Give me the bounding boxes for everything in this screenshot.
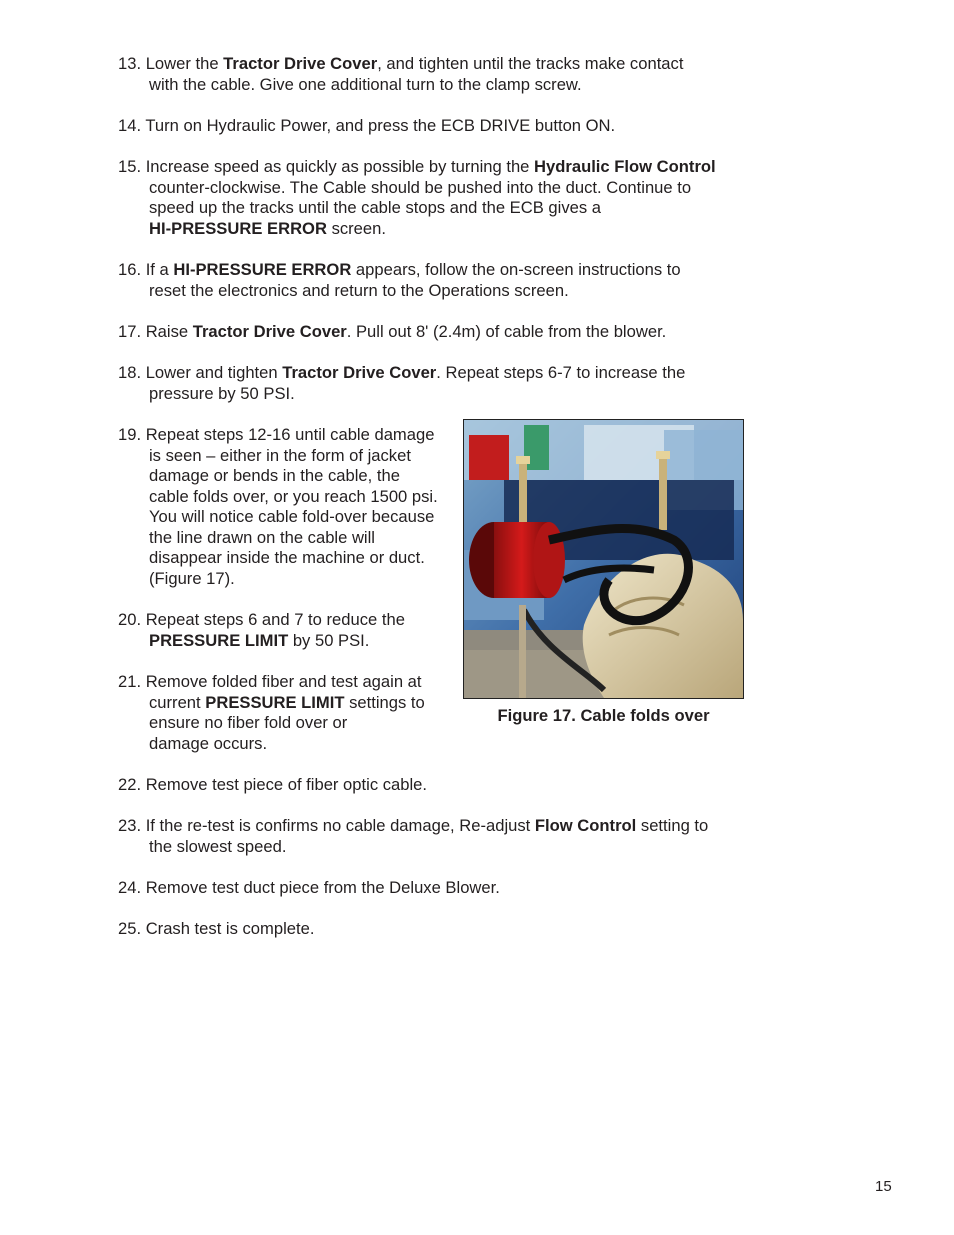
step-text-bold: Tractor Drive Cover [223, 54, 378, 73]
step-text-bold: Tractor Drive Cover [192, 322, 347, 341]
step-text: Repeat steps 12-16 until cable damage [145, 425, 435, 444]
step-continuation-line [118, 548, 458, 569]
step-number: 23. [118, 816, 146, 835]
step-number: 13. [118, 54, 146, 73]
step-number: 24. [118, 878, 146, 897]
step-text: . Pull out 8' (2.4m) of cable from the blower. [346, 322, 667, 341]
step-text: Crash test is complete. [145, 919, 315, 938]
step-number: 14. [118, 116, 146, 135]
step-text: , and tighten until the tracks make contact [377, 54, 684, 73]
step-23 [118, 816, 758, 857]
step-text: Remove test piece of fiber optic cable. [145, 775, 428, 794]
step-text: pressure by 50 PSI. [149, 383, 295, 403]
step-text: Raise [145, 322, 193, 341]
step-text: disappear inside the machine or duct. [149, 548, 425, 567]
page-number: 15 [875, 1178, 892, 1195]
step-text-bold: Tractor Drive Cover [282, 363, 437, 382]
step-text-bold: Flow Control [534, 816, 637, 835]
step-20 [118, 610, 458, 651]
step-text: current [149, 692, 206, 712]
step-text: reset the electronics and return to the Operations screen. [149, 280, 569, 300]
step-continuation-line [118, 446, 458, 467]
step-continuation-line [118, 569, 458, 590]
step-continuation-line [118, 466, 458, 487]
step-16 [118, 260, 758, 301]
step-15 [118, 157, 758, 239]
step-number: 18. [118, 363, 146, 382]
step-text: the line drawn on the cable will [149, 527, 375, 547]
step-number: 15. [118, 157, 146, 176]
step-text: counter-clockwise. The Cable should be pushed into the duct. Continue to [149, 177, 692, 197]
step-text: damage occurs. [149, 733, 268, 753]
step-text: cable folds over, or you reach 1500 psi. [149, 486, 438, 506]
cable-fold-photo [464, 420, 743, 698]
step-text: with the cable. Give one additional turn to the clamp screw. [149, 74, 582, 94]
step-24 [118, 878, 758, 899]
step-text: Repeat steps 6 and 7 to reduce the [145, 610, 405, 629]
step-21 [118, 672, 458, 754]
step-text-bold: Hydraulic Flow Control [534, 157, 716, 176]
step-number: 22. [118, 775, 146, 794]
step-text: is seen – either in the form of jacket [149, 445, 411, 465]
step-text: If a [145, 260, 174, 279]
step-continuation-line [118, 178, 758, 199]
step-number: 21. [118, 672, 146, 691]
step-continuation-line [118, 693, 458, 714]
step-text: screen. [326, 218, 386, 238]
step-text: You will notice cable fold-over because [149, 507, 435, 526]
step-text: (Figure 17). [149, 568, 235, 588]
step-continuation-line [118, 507, 458, 528]
step-continuation-line [118, 487, 458, 508]
step-text: damage or bends in the cable, the [149, 466, 400, 485]
step-text-bold: PRESSURE LIMIT [149, 630, 289, 650]
step-text: ensure no fiber fold over or [149, 713, 348, 732]
step-number: 20. [118, 610, 146, 629]
step-18 [118, 363, 758, 404]
step-text: Remove folded fiber and test again at [145, 672, 422, 691]
step-continuation-line [118, 198, 758, 219]
step-19 [118, 425, 458, 589]
step-text: Lower the [145, 54, 224, 73]
step-text: If the re-test is confirms no cable damage, Re-adjust [145, 816, 535, 835]
step-text: by 50 PSI. [288, 630, 370, 650]
step-continuation-line [118, 384, 758, 405]
step-continuation-line [118, 528, 458, 549]
step-continuation-line [118, 281, 758, 302]
step-text: Turn on Hydraulic Power, and press the ECB DRIVE button ON. [145, 116, 616, 135]
step-continuation-line [118, 734, 458, 755]
step-continuation-line [118, 75, 758, 96]
step-25 [118, 919, 758, 940]
step-number: 25. [118, 919, 146, 938]
step-text-bold: PRESSURE LIMIT [205, 692, 345, 712]
step-17 [118, 322, 758, 343]
step-text: the slowest speed. [149, 836, 287, 856]
step-13 [118, 54, 758, 95]
step-text: appears, follow the on-screen instructions to [351, 260, 681, 279]
step-continuation-line [118, 713, 458, 734]
step-14 [118, 116, 758, 137]
step-continuation-line [118, 631, 458, 652]
step-text: settings to [344, 692, 425, 712]
step-text: . Repeat steps 6-7 to increase the [436, 363, 686, 382]
figure-caption: Figure 17. Cable folds over [497, 706, 710, 725]
step-text-bold: HI-PRESSURE ERROR [173, 260, 352, 279]
step-text-bold: HI-PRESSURE ERROR [149, 218, 327, 238]
step-text: speed up the tracks until the cable stops and the ECB gives a [149, 198, 601, 217]
step-text: Remove test duct piece from the Deluxe Blower. [145, 878, 500, 897]
step-text: Lower and tighten [145, 363, 283, 382]
step-text: Increase speed as quickly as possible by turning the [145, 157, 535, 176]
figure-17-photo [463, 419, 744, 699]
step-continuation-line [118, 219, 758, 240]
step-text: setting to [636, 816, 709, 835]
step-22 [118, 775, 758, 796]
step-number: 19. [118, 425, 146, 444]
step-number: 16. [118, 260, 146, 279]
step-number: 17. [118, 322, 146, 341]
step-continuation-line [118, 837, 758, 858]
